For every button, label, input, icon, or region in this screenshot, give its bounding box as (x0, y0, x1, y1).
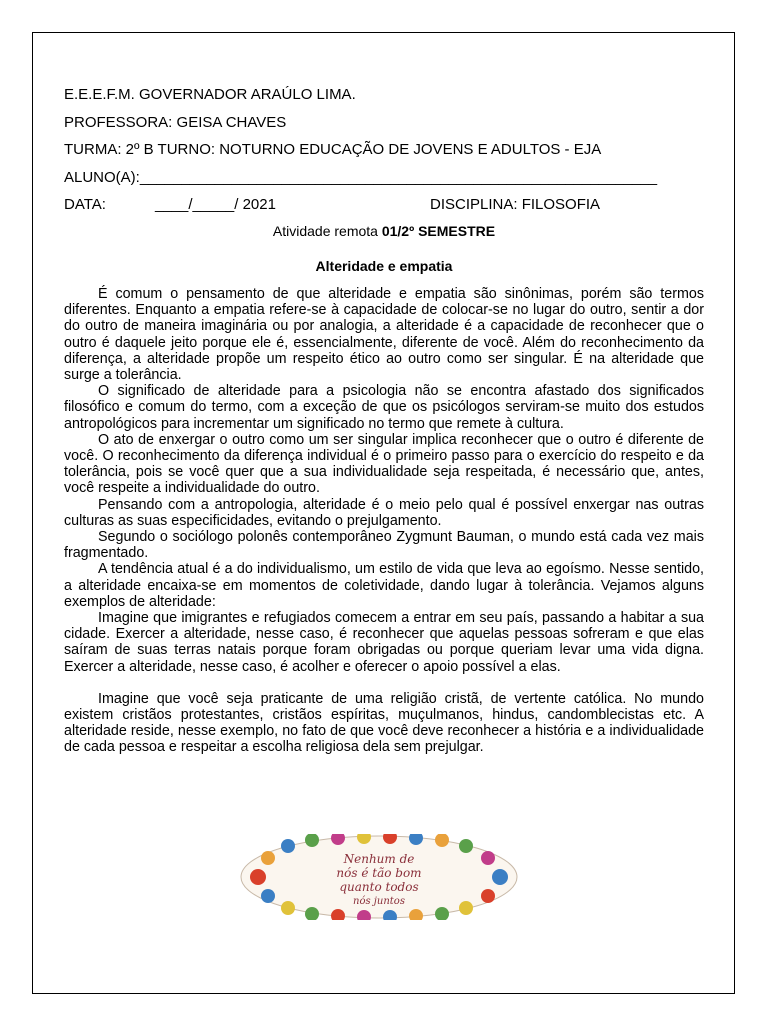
paragraph: O significado de alteridade para a psicologia não se encontra afastado dos significados filosófico e comum do termo, com a exceção de que os psicólogos serviram-se muito dos estudos antropológicos para incrementar um significado no termo que remete à cultura. (64, 383, 704, 432)
school-name: E.E.E.F.M. GOVERNADOR ARAÚLO LIMA. (64, 86, 356, 103)
document-title: Alteridade e empatia (315, 258, 453, 274)
teacher-name: PROFESSORA: GEISA CHAVES (64, 114, 287, 131)
paragraph: Segundo o sociólogo polonês contemporâneo Zygmunt Bauman, o mundo está cada vez mais fragmentado. (64, 529, 704, 562)
activity-semester: 01/2º SEMESTRE (381, 223, 496, 239)
paragraph: Imagine que imigrantes e refugiados comecem a entrar em seu país, passando a habitar a sua cidade. Exercer a alteridade, nesse caso, é reconhecer que aquelas pessoas sofreram e que elas saíram de suas terras natais porque foram obrigadas ou porque queriam levar uma vida digna. Exercer a alteridade, nesse caso, é acolher e oferecer o apoio possível a elas. (64, 610, 704, 675)
illustration-line: Nenhum de (343, 852, 415, 866)
illustration-line: nós é tão bom (336, 866, 422, 880)
illustration-line: quanto todos (339, 880, 419, 894)
paragraph: Pensando com a antropologia, alteridade é o meio pelo qual é possível enxergar nas outras culturas as suas especificidades, evitando o prejulgamento. (64, 496, 704, 529)
paragraph: Imagine que você seja praticante de uma religião cristã, de vertente católica. No mundo existem cristãos protestantes, cristãos espíritas, muçulmanos, hindus, candomblecistas etc. A alteridade reside, nesse exemplo, no fato de que você deve reconhecer a história e a individualidade de cada pessoa e respeitar a escolha religiosa dela sem prejulgar. (64, 690, 704, 756)
date-blank: ____/_____/ 2021 (155, 196, 276, 213)
class-info: TURMA: 2º B TURNO: NOTURNO EDUCAÇÃO DE JOVENS E ADULTOS - EJA (64, 141, 602, 158)
date-row (64, 196, 704, 214)
paragraph: O ato de enxergar o outro como um ser singular implica reconhecer que o outro é diferente de você. O reconhecimento da diferença individual é o primeiro passo para o exercício do respeito e da tolerância, pois se você quer que a sua individualidade seja respeitada, é necessário que, antes, você respeite a individualidade do outro. (64, 431, 704, 497)
activity-prefix: Atividade remota (272, 223, 382, 239)
paragraph: É comum o pensamento de que alteridade e empatia são sinônimas, porém são termos diferentes. Enquanto a empatia refere-se à capacidade de colocar-se no lugar do outro, sentir a dor do outro de maneira imaginária ou por analogia, a alteridade é a capacidade de reconhecer que o outro é daquele jeito porque ele é, essencialmente, diferente de você. Além do reconhecimento da diferença, a alteridade propõe um respeito ético ao outro como ser singular. É na alteridade que surge a tolerância. (64, 286, 704, 384)
illustration-line: nós juntos (353, 896, 405, 907)
body-text (64, 286, 704, 756)
date-label: DATA: (64, 196, 106, 213)
activity-line (64, 223, 704, 240)
people-circle-illustration (238, 834, 520, 920)
discipline: DISCIPLINA: FILOSOFIA (430, 196, 601, 213)
paragraph: A tendência atual é a do individualismo, um estilo de vida que leva ao egoísmo. Nesse sentido, a alteridade encaixa-se em momentos de coletividade, dando lugar à tolerância. Vejamos alguns exemplos de alteridade: (64, 561, 704, 610)
student-field: ALUNO(A):______________________________________________________________ (64, 169, 658, 186)
